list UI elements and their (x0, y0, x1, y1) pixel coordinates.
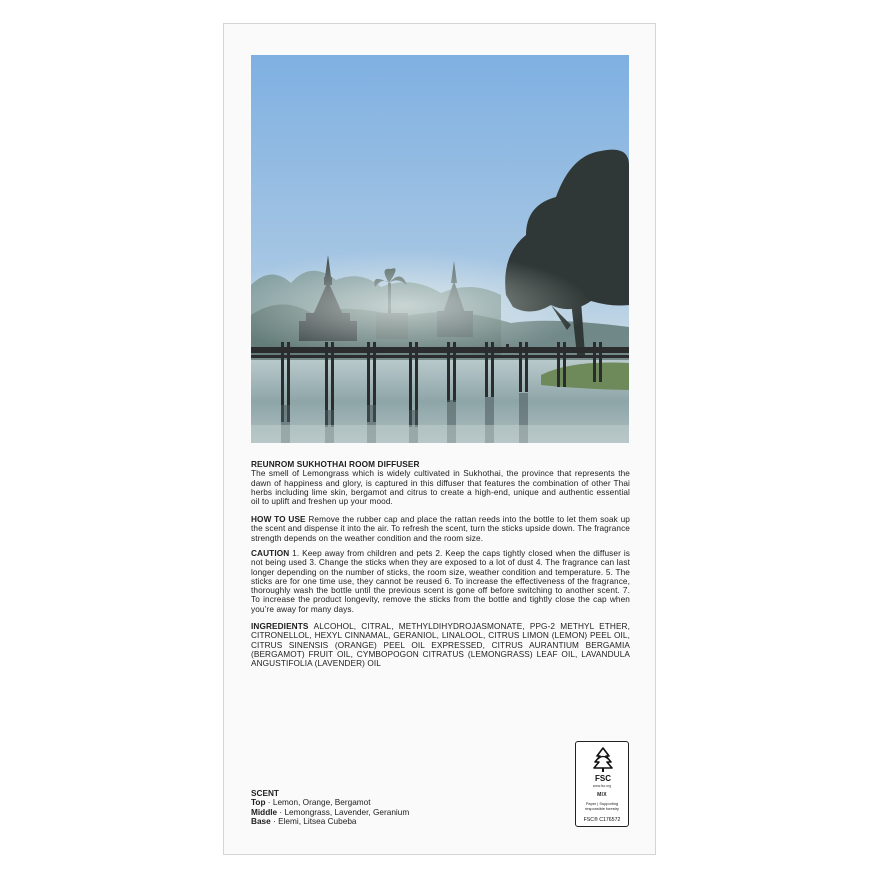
scent-title: SCENT (251, 789, 279, 798)
product-title: REUNROM SUKHOTHAI ROOM DIFFUSER (251, 460, 420, 469)
how-to-use-label: HOW TO USE (251, 515, 309, 524)
caution-section (251, 549, 630, 614)
scent-note-base (251, 817, 409, 826)
scent-note-label: Middle (251, 807, 278, 817)
scent-separator: · (277, 807, 285, 817)
scent-note-label: Top (251, 798, 266, 808)
fsc-mix: MIX (597, 792, 607, 798)
ingredients-label: INGREDIENTS (251, 622, 314, 631)
scent-note-label: Base (251, 817, 271, 827)
sukhothai-temple-photo (251, 55, 629, 443)
product-description (251, 460, 630, 506)
fsc-brand: FSC (595, 774, 611, 783)
scent-note-value: Lemongrass, Lavender, Geranium (284, 807, 410, 817)
how-to-use-section (251, 515, 630, 543)
caution-text: 1. Keep away from children and pets 2. Keep the caps tightly closed when the diffuser is not being used 3. Change the sticks when they are exposed to a lot of dust 4. The fragrance can last longer depending on the number of sticks, the room size, weather condition and temperature. 5. The sticks are for one time use, they cannot be reused 6. To increase the effectiveness of the fragrance, thoroughly wash the bottle until the previous scent is gone off before switching to another scent. 7. To increase the product longevity, remove the sticks from the bottle and tightly close the cap when you’re away for many days. (251, 549, 630, 614)
scent-note-value: Lemon, Orange, Bergamot (272, 798, 371, 808)
fsc-tree-icon (589, 746, 617, 784)
scent-note-middle (251, 808, 409, 817)
how-to-use-text: Remove the rubber cap and place the rattan reeds into the bottle to let them soak up the scent and dispense it into the air. To refresh the scent, turn the sticks upside down. The fragrance strength depends on the weather condition and the room size. (251, 515, 630, 543)
scent-separator: · (270, 817, 279, 827)
scent-note-top (251, 798, 409, 807)
ingredients-text: ALCOHOL, CITRAL, METHYLDIHYDROJASMONATE, PPG-2 METHYL ETHER, CITRONELLOL, HEXYL CINNAMAL, GERANIOL, LINALOOL, CITRUS LIMON (LEMON) PEEL OIL, CITRUS SINENSIS (ORANGE) PEEL OIL EXPRESSED, CITRUS AURANTIUM BERGAMIA (BERGAMOT) FRUIT OIL, CYMBOPOGON CITRATUS (LEMONGRASS) LEAF OIL, LAVANDULA ANGUSTIFOLIA (LAVENDER) OIL (251, 622, 631, 669)
fsc-description: Paper | Supporting responsible forestry (585, 801, 619, 811)
fsc-site: www.fsc.org (592, 784, 612, 788)
scent-separator: · (265, 798, 273, 808)
caution-label: CAUTION (251, 549, 293, 558)
fsc-certification-label (575, 741, 629, 827)
product-description-text: The smell of Lemongrass which is widely cultivated in Sukhothai, the province that represents the dawn of happiness and glory, is captured in this diffuser that features the combination of other Thai herbs including lime skin, bergamot and citrus to create a high-end, unique and authentic essential oil to uplift and freshen up your mood. (251, 469, 630, 507)
ingredients-section (251, 622, 630, 668)
scent-section (251, 789, 409, 827)
fsc-code: FSC® C176572 (583, 817, 621, 823)
scent-note-value: Elemi, Litsea Cubeba (278, 817, 357, 827)
